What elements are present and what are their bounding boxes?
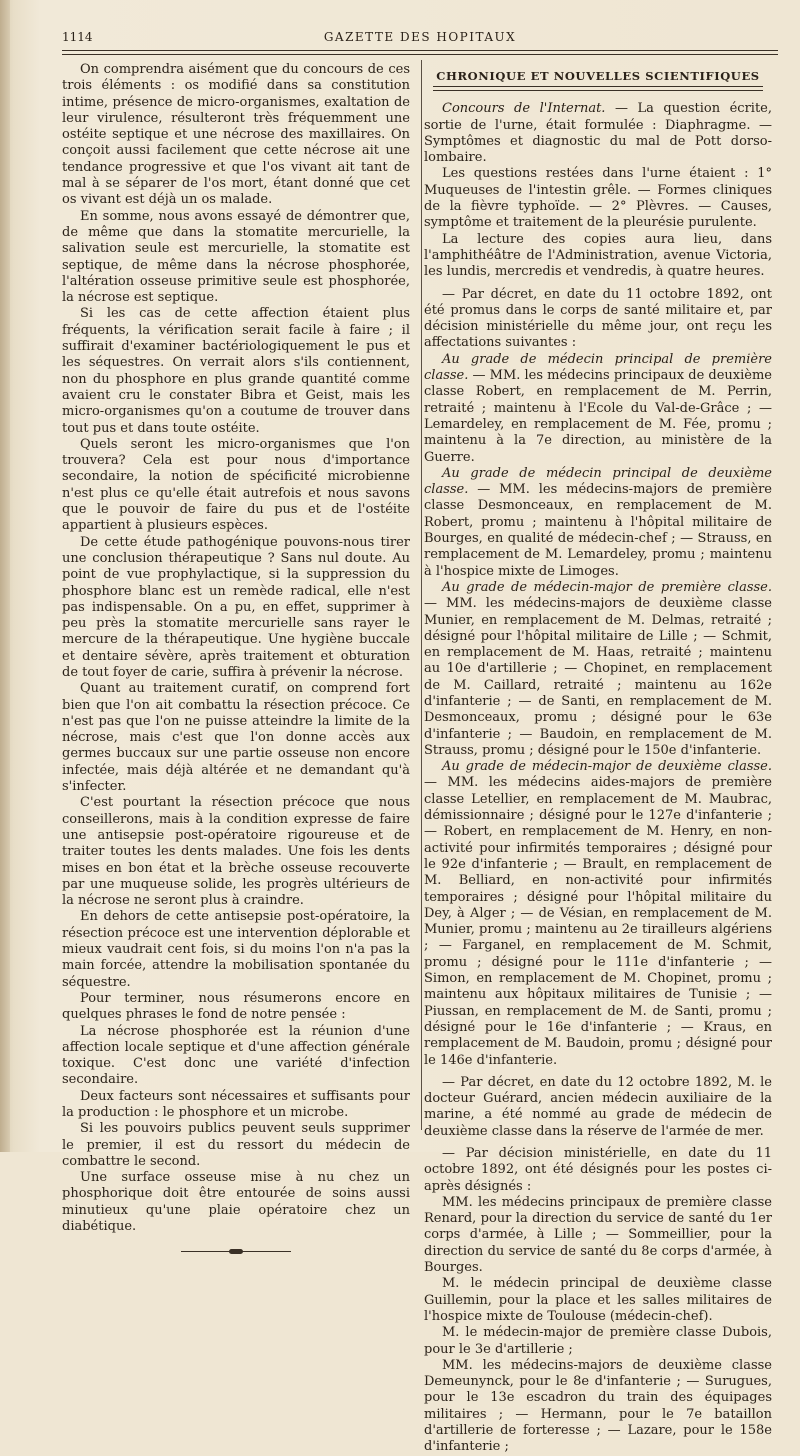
paragraph: En somme, nous avons essayé de démontrer que, de même que dans la stomatite mercurielle, la salivation seule est mercurielle, la stomatite est septique, de même dans la nécrose phosphorée, l'altération osseuse primitive seule est phosphorée, la nécrose est septique. [62,208,410,306]
page-binding-edge [0,0,10,1152]
promotion-text: — MM. les médecins aides-majors de première classe Letellier, en remplacement de M. Maubrac, démissionnaire ; désigné pour le 127e d'infanterie ; — Robert, en remplacement de M. Henry, en non-activité pour infirmités temporaires ; désigné pour le 92e d'infanterie ; — Brault, en remplacement de M. Belliard, en non-activité pour infirmités temporaires ; désigné pour l'hôpital militaire du Dey, à Alger ; — de Vésian, en remplacement de M. Munier, promu ; maintenu au 2e tirailleurs algériens ; — Farganel, en remplacement de M. Schmit, promu ; désigné pour le 111e d'infanterie ; — Simon, en remplacement de M. Chopinet, promu ; maintenu aux hôpitaux militaires de Tunisie ; — Piussan, en remplacement de M. de Santi, promu ; désigné pour le 16e d'infanterie ; — Kraus, en remplacement de M. Baudoin, promu ; désigné pour le 146e d'infanterie. [424,775,772,1068]
column-divider [421,60,422,1130]
journal-title: GAZETTE DES HOPITAUX [323,30,517,44]
promotion-entry [424,466,772,580]
promotion-text: — MM. les médecins principaux de deuxième classe Robert, en remplacement de M. Perrin, retraité ; maintenu à l'Ecole du Val-de-Grâce ; — Lemardeley, en remplacement de M. Fée, promu ; maintenu à la 7e direction, au ministère de la Guerre. [424,368,772,465]
promotion-entry [424,580,772,759]
promotion-entry [424,352,772,466]
decret-intro: — Par décret, en date du 11 octobre 1892, ont été promus dans le corps de santé militaire et, par décision ministérielle du même jour, ont reçu les affectations suivantes : [424,286,772,351]
grade-lead: Au grade de médecin-major de deuxième classe. [442,759,772,775]
paragraph: MM. les médecins-majors de deuxième classe Demeunynck, pour le 8e d'infanterie ; — Surugues, pour le 13e escadron du train des équipages militaires ; — Hermann, pour le 7e bataillon d'artillerie de forteresse ; — Lazare, pour le 158e d'infanterie ; [424,1357,772,1455]
paragraph: MM. les médecins principaux de première classe Renard, pour la direction du service de santé du 1er corps d'armée, à Lille ; — Sommeillier, pour la direction du service de santé du 8e corps d'armée, à Bourges. [424,1194,772,1276]
promotion-text: — MM. les médecins-majors de première classe Desmonceaux, en remplacement de M. Robert, promu ; maintenu à l'hôpital militaire de Bourges, en qualité de médecin-chef ; — Strauss, en remplacement de M. Lemardeley, promu ; maintenu à l'hospice mixte de Limoges. [424,482,772,579]
paragraph: On comprendra aisément que du concours de ces trois éléments : os modifié dans sa constitution intime, présence de micro-organismes, exaltation de leur virulence, résulteront très fréquemment une ostéite septique et une nécrose des maxillaires. On conçoit aussi facilement que cette nécrose ait une tendance progressive et que l'os vivant ait tant de mal à se séparer de l'os mort, étant donné que cet os vivant est déjà un os malade. [62,62,410,208]
left-column [62,62,410,1255]
decision-intro: — Par décision ministérielle, en date du 11 octobre 1892, ont été désignés pour les postes ci-après désignés : [424,1146,772,1194]
header-rule [62,50,778,55]
internat-paragraph [424,101,772,166]
page-header [62,26,778,46]
page-number: 1114 [62,30,93,44]
paragraph: En dehors de cette antisepsie post-opératoire, la résection précoce est une intervention déplorable et mieux vaudrait cent fois, si du moins l'on n'a pas la main forcée, attendre la mobilisation spontanée du séquestre. [62,909,410,990]
paragraph: Pour terminer, nous résumerons encore en quelques phrases le fond de notre pensée : [62,990,410,1023]
internat-text: — La question écrite, sortie de l'urne, était formulée : Diaphragme. — Symptômes et diagnostic du mal de Pott dorso-lombaire. [424,101,772,166]
paragraph: Deux facteurs sont nécessaires et suffisants pour la production : le phosphore et un microbe. [62,1088,410,1120]
paragraph: C'est pourtant la résection précoce que nous conseillerons, mais à la condition expresse de faire une antisepsie post-opératoire rigoureuse et de traiter toutes les dents malades. Une fois les dents mises en bon état et la brèche osseuse recouverte par une muqueuse solide, les progrès ultérieurs de la nécrose ne seront plus à craindre. [62,795,410,909]
grade-lead: Au grade de médecin-major de première classe. [442,579,772,595]
grade-lead: Au grade de médecin principal de deuxième classe. [424,465,772,498]
end-ornament [181,1249,291,1255]
section-rule [433,86,763,91]
paragraph: La nécrose phosphorée est la réunion d'une affection locale septique et d'une affection générale toxique. C'est donc une variété d'infection secondaire. [62,1023,410,1088]
paragraph: M. le médecin-major de première classe Dubois, pour le 3e d'artillerie ; [424,1325,772,1357]
paragraph: De cette étude pathogénique pouvons-nous tirer une conclusion thérapeutique ? Sans nul doute. Au point de vue prophylactique, si la suppression du phosphore blanc est un remède radical, elle n'est pas indispensable. On a pu, en effet, supprimer à peu près la stomatite mercurielle sans rayer le mercure de la thérapeutique. Une hygiène buccale et dentaire sévère, après traitement et obturation de tout foyer de carie, suffira à prévenir la nécrose. [62,534,410,680]
paragraph: M. le médecin principal de deuxième classe Guillemin, pour la place et les salles militaires de l'hospice mixte de Toulouse (médecin-chef). [424,1276,772,1324]
grade-lead: Au grade de médecin principal de première classe. [424,351,772,384]
promotion-text: — MM. les médecins-majors de deuxième classe Munier, en remplacement de M. Delmas, retraité ; désigné pour l'hôpital militaire de Lille ; — Schmit, en remplacement de M. Haas, retraité ; maintenu au 10e d'artillerie ; — Chopinet, en remplacement de M. Caillard, retraité ; maintenu au 162e d'infanterie ; — de Santi, en remplacement de M. Desmonceaux, promu ; désigné pour le 63e d'infanterie ; — Baudoin, en remplacement de M. Strauss, promu ; désigné pour le 150e d'infanterie. [424,596,772,758]
paragraph: Si les pouvoirs publics peuvent seuls supprimer le premier, il est du ressort du médecin de combattre le second. [62,1121,410,1169]
right-column [424,62,772,1456]
decret-guerard: — Par décret, en date du 12 octobre 1892, M. le docteur Guérard, ancien médecin auxiliaire de la marine, a été nommé au grade de médecin de deuxième classe dans la réserve de l'armée de mer. [424,1074,772,1139]
paragraph: Les questions restées dans l'urne étaient : 1° Muqueuses de l'intestin grêle. — Formes cliniques de la fièvre typhoïde. — 2° Plèvres. — Causes, symptôme et traitement de la pleurésie purulente. [424,166,772,231]
paragraph: Quels seront les micro-organismes que l'on trouvera? Cela est pour nous d'importance secondaire, la notion de spécificité microbienne n'est plus ce qu'elle était autrefois et nous savons que le pouvoir de faire du pus et de l'ostéite appartient à plusieurs espèces. [62,436,410,534]
internat-lead: Concours de l'Internat. [442,101,606,117]
section-title: CHRONIQUE ET NOUVELLES SCIENTIFIQUES [436,69,760,83]
paragraph: Quant au traitement curatif, on comprend fort bien que l'on ait combattu la résection précoce. Ce n'est pas que l'on ne puisse atteindre la limite de la nécrose, mais c'est que l'on donne accès aux germes buccaux sur une partie osseuse non encore infectée, mais déjà altérée et ne demandant qu'à s'infecter. [62,681,410,795]
paragraph: Si les cas de cette affection étaient plus fréquents, la vérification serait facile à faire ; il suffirait d'examiner bactériologiquement le pus et les séquestres. On verrait alors s'ils contiennent, non du phosphore en plus grande quantité comme avaient cru le constater Bibra et Geist, mais les micro-organismes qu'on a coutume de trouver dans tout pus et dans toute ostéite. [62,306,410,436]
promotion-entry [424,759,772,1069]
paragraph: La lecture des copies aura lieu, dans l'amphithéâtre de l'Administration, avenue Victoria, les lundis, mercredis et vendredis, à quatre heures. [424,231,772,280]
paragraph: Une surface osseuse mise à nu chez un phosphorique doit être entourée de soins aussi minutieux qu'une plaie opératoire chez un diabétique. [62,1170,410,1235]
